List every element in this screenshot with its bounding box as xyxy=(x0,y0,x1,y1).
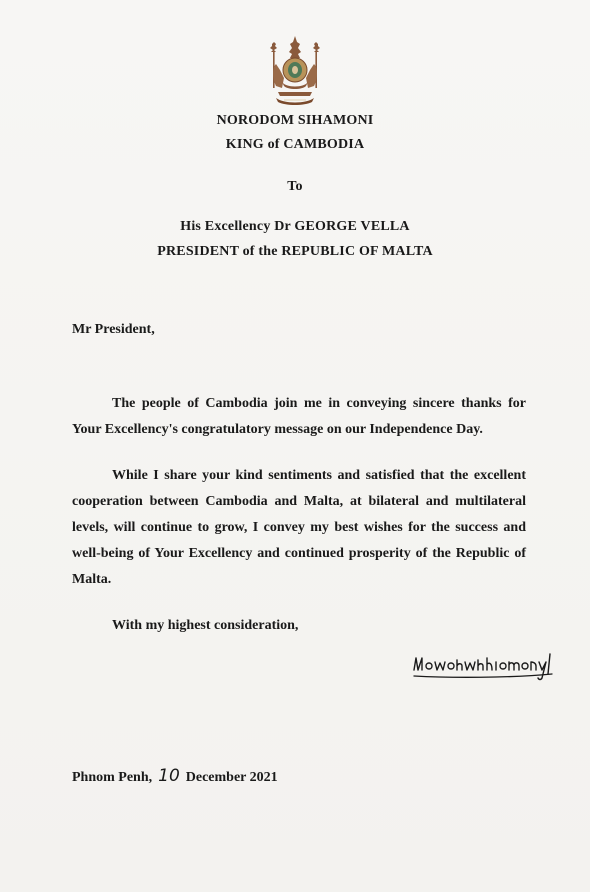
paragraph-wishes: While I share your kind sentiments and satisfied that the excellent cooperation between Cambodia and Malta, at bilateral and multilateral levels, will continue to grow, I convey my best wishes for the success and well-being of Your Excellency and continued prosperity of the Republic of Malta. xyxy=(72,468,526,587)
royal-crest-icon xyxy=(262,34,328,106)
recipient-line-2: PRESIDENT of the REPUBLIC OF MALTA xyxy=(157,244,433,259)
place: Phnom Penh, xyxy=(72,770,153,785)
sender-title: KING of CAMBODIA xyxy=(225,137,365,152)
signature-image xyxy=(410,648,560,688)
recipient-line-1: His Excellency Dr GEORGE VELLA xyxy=(180,219,410,234)
sender-name: NORODOM SIHAMONI xyxy=(216,113,374,128)
closing: With my highest consideration, xyxy=(112,618,299,633)
paragraph-thanks: The people of Cambodia join me in conveying sincere thanks for Your Excellency's congratulatory message on our Independence Day. xyxy=(72,396,526,437)
salutation: Mr President, xyxy=(72,322,155,337)
month-year: December 2021 xyxy=(185,770,278,785)
handwritten-day: 10 xyxy=(158,766,180,786)
place-date xyxy=(72,763,278,791)
to-label: To xyxy=(287,179,303,194)
